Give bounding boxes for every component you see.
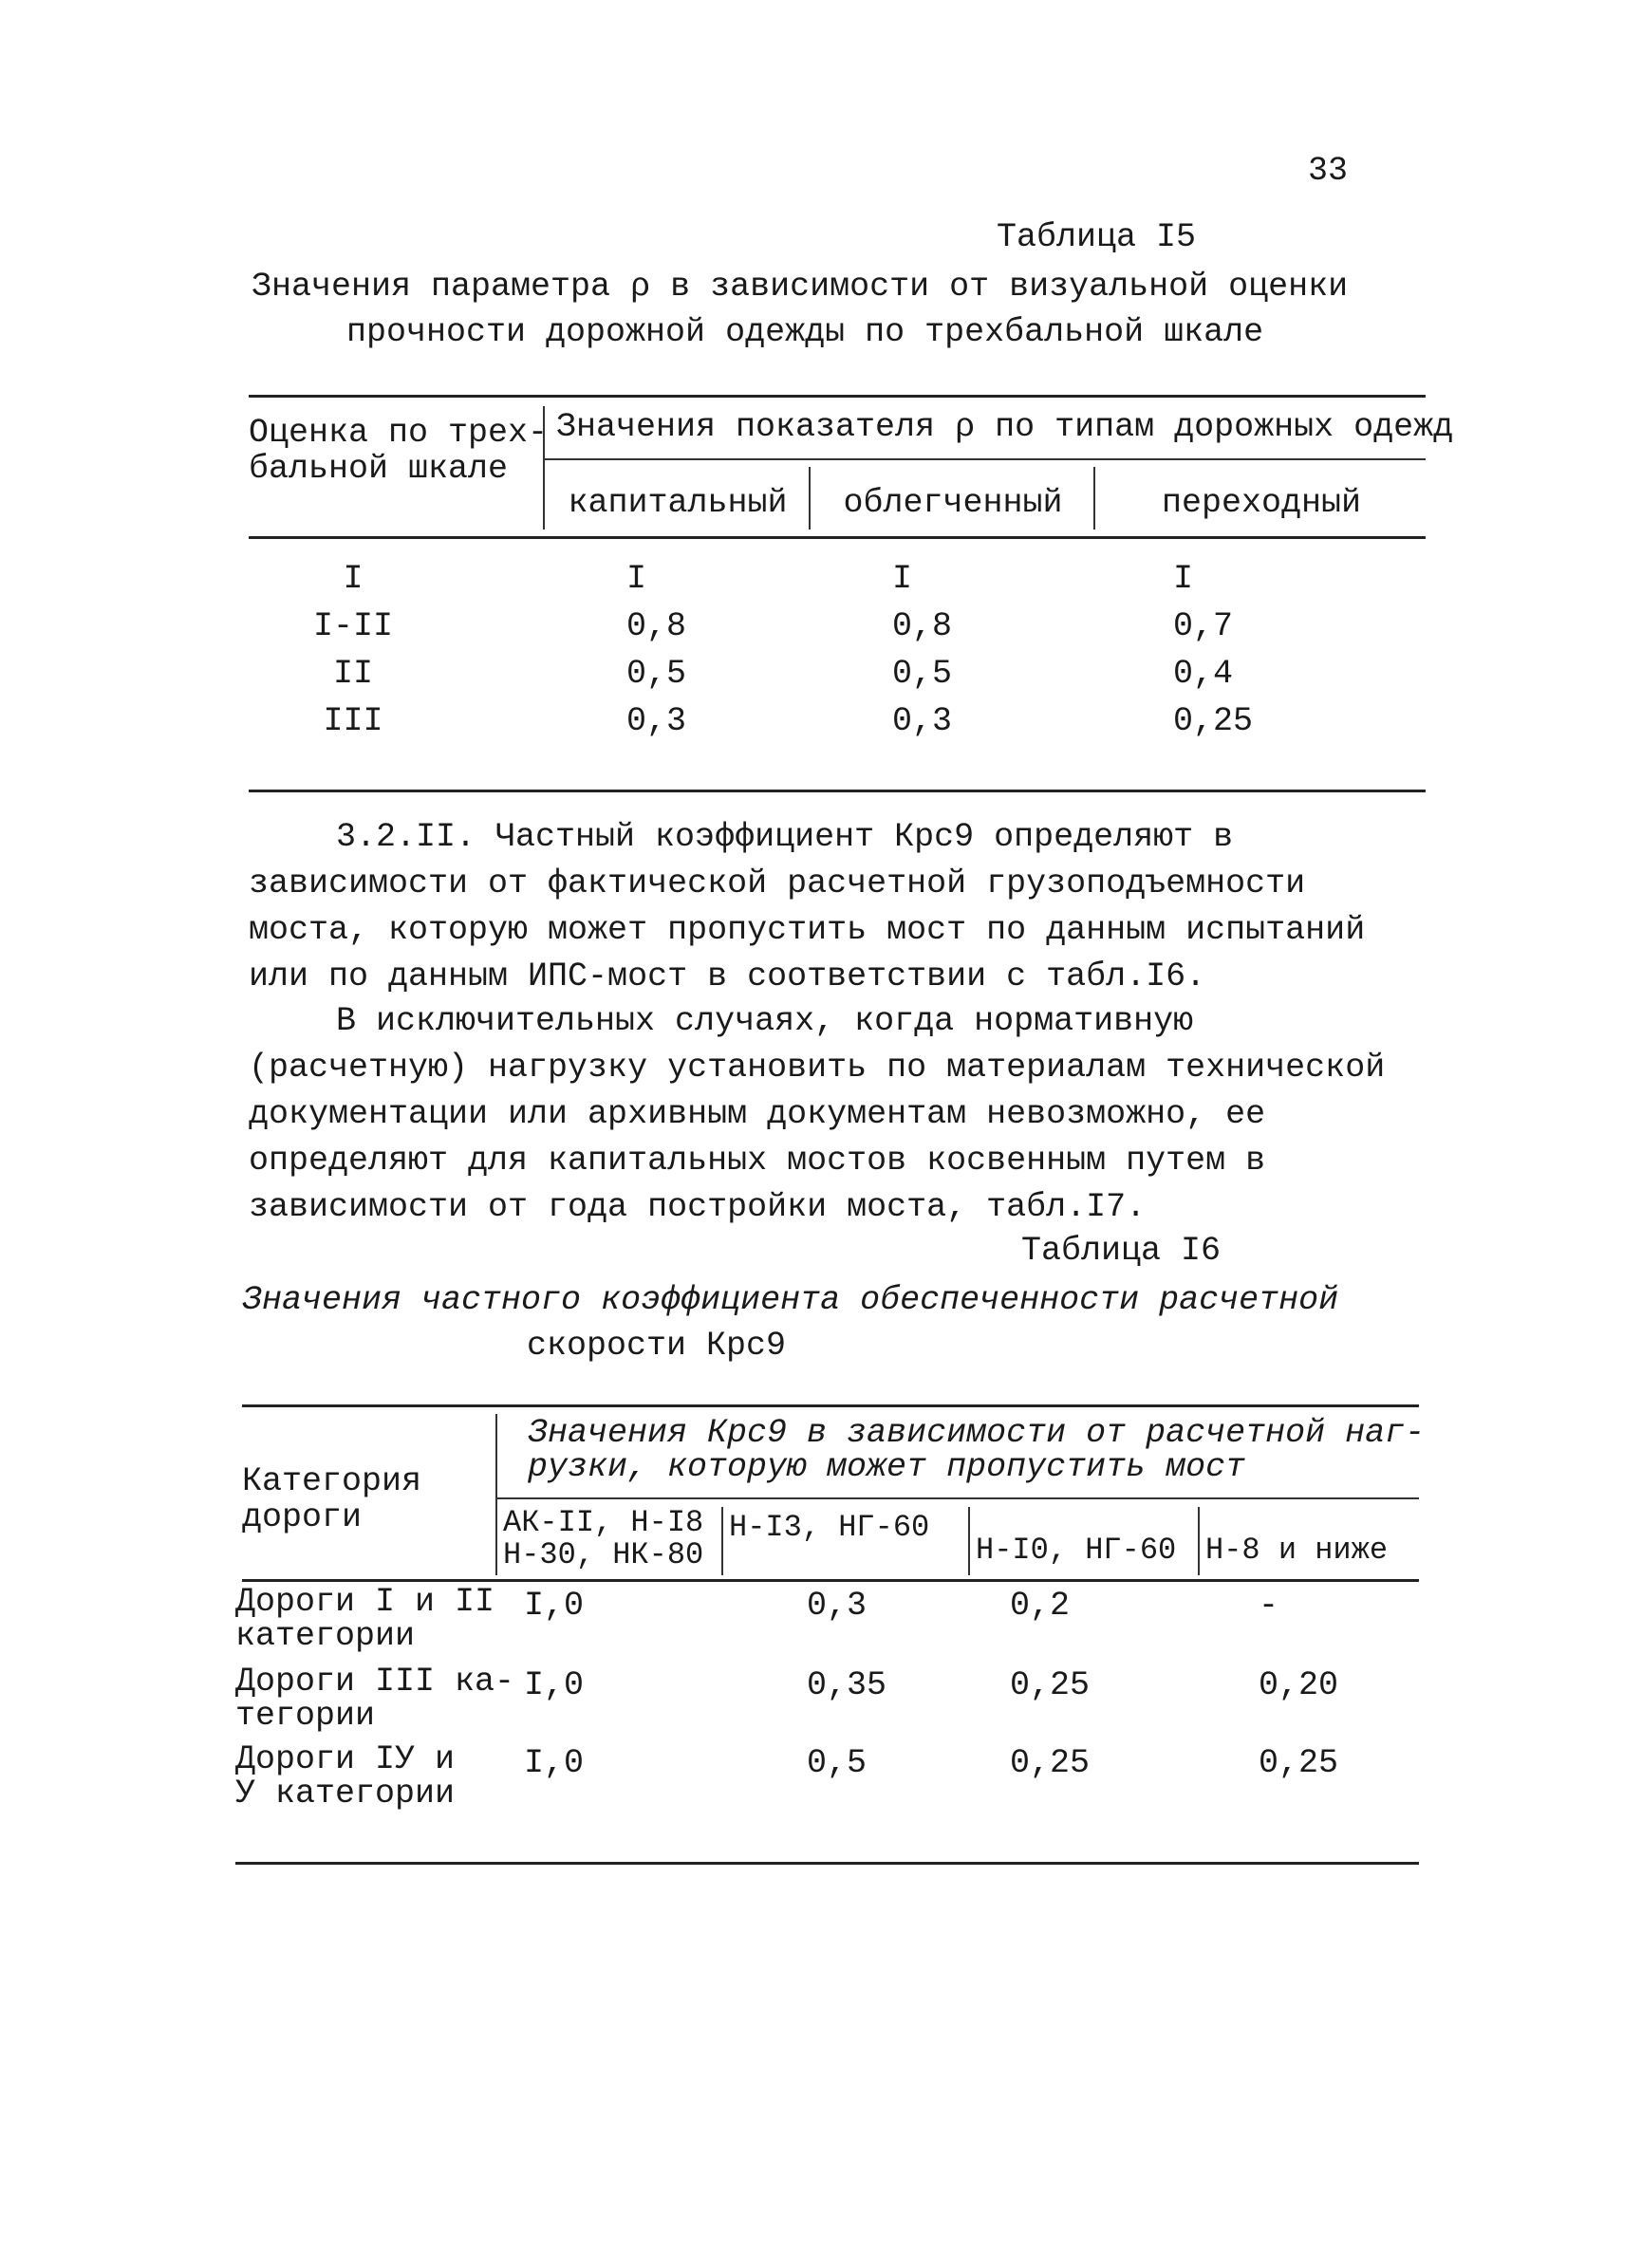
paragraph-exceptional-cases — [249, 998, 1426, 1231]
table16-subheader-h13: Н-I3, НГ-60 — [729, 1510, 930, 1545]
table15-caption-line1: Значения параметра ρ в зависимости от визуальной оценки — [252, 268, 1349, 306]
table15-cell: 0,5 — [892, 655, 953, 693]
table16-cell: 0,5 — [807, 1744, 868, 1782]
table15-row-rating: II — [332, 655, 373, 693]
table16-row-category: Дороги IУ и У категории — [235, 1740, 456, 1813]
table15-row-rating: I — [343, 560, 364, 598]
table15-bottom-rule — [249, 790, 1426, 792]
table16-subcol-divider-1 — [721, 1507, 723, 1575]
table15-cell: 0,8 — [626, 607, 687, 645]
table15-subcol-divider-1 — [809, 467, 811, 530]
table15-cell: 0,8 — [892, 607, 953, 645]
table15-subheader-capital: капитальный — [568, 484, 788, 522]
table15-cell: 0,5 — [626, 655, 687, 693]
table16-label: Таблица I6 — [1021, 1232, 1222, 1270]
table15-cell: 0,25 — [1173, 702, 1254, 740]
table15-cell: I — [1173, 560, 1194, 598]
table16-cell: I,0 — [524, 1587, 585, 1625]
table15-cell: 0,4 — [1173, 655, 1234, 693]
paragraph-3-2-11 — [249, 814, 1426, 1000]
table16-subheader-ak11: АК-II, Н-I8 Н-30, НК-80 — [503, 1505, 704, 1572]
table16-subcol-divider-2 — [968, 1507, 970, 1575]
table15-label: Таблица I5 — [997, 218, 1197, 256]
table16-bottom-rule — [235, 1862, 1419, 1865]
table15-cell: I — [892, 560, 913, 598]
table16-col-category-header: Категория дороги — [242, 1462, 422, 1536]
table16-subheader-h10: Н-I0, НГ-60 — [976, 1533, 1177, 1568]
table16-col-group-header: Значения Крс9 в зависимости от расчетной наг- рузки, которую может пропустить мост — [528, 1414, 1426, 1486]
table16-col-divider — [495, 1414, 497, 1575]
table15-row-rating: I-II — [312, 607, 393, 645]
paragraph-text: В исключительных случаях, когда нормативную (расчетную) нагрузку установить по материалам технической документации или архивным документам невозможно, ее определяют для капитальных мостов косвенным путем в зависимости от года постройки моста, табл.I7. — [249, 1002, 1386, 1226]
table16-top-rule — [242, 1404, 1419, 1407]
paragraph-text: 3.2.II. Частный коэффициент Крс9 определяют в зависимости от фактической расчетной грузоподъемности моста, которую может пропустить мост по данным испытаний или по данным ИПС-мост в соответствии с табл.I6. — [249, 818, 1366, 995]
table16-cell: - — [1259, 1587, 1279, 1625]
table15-row-rating: III — [323, 702, 383, 740]
table16-cell: 0,25 — [1259, 1744, 1339, 1782]
table16-row-category: Дороги I и II категории — [235, 1583, 495, 1655]
table15-col-group-header: Значения показателя ρ по типам дорожных одежд — [556, 408, 1454, 446]
table16-cell: 0,25 — [1010, 1744, 1091, 1782]
table16-cell: 0,20 — [1259, 1666, 1339, 1704]
table16-cell: 0,2 — [1010, 1587, 1071, 1625]
table16-cell: 0,3 — [807, 1587, 868, 1625]
table15-header-rule — [249, 536, 1426, 539]
table15-cell: 0,3 — [626, 702, 687, 740]
table15-subcol-divider-2 — [1093, 467, 1095, 530]
table16-header-rule — [242, 1579, 1419, 1582]
table16-cell: 0,35 — [807, 1666, 887, 1704]
table16-row-category: Дороги III ка- тегории — [235, 1663, 515, 1735]
table15-subheader-transitional: переходный — [1161, 484, 1362, 522]
table16-cell: 0,25 — [1010, 1666, 1091, 1704]
table15-cell: 0,7 — [1173, 607, 1234, 645]
table15-caption-line2: прочности дорожной одежды по трехбальной шкале — [346, 313, 1264, 351]
table16-group-rule — [497, 1497, 1419, 1499]
table15-cell: 0,3 — [892, 702, 953, 740]
table15-top-rule — [249, 395, 1426, 398]
table16-subcol-divider-3 — [1198, 1507, 1200, 1575]
table16-caption-line1: Значения частного коэффициента обеспеченности расчетной — [242, 1281, 1339, 1319]
table16-cell: I,0 — [524, 1666, 585, 1704]
page-number: 33 — [1308, 152, 1349, 190]
table15-col-rating-header: Оценка по трех- бальной шкале — [249, 414, 549, 488]
table15-group-rule — [545, 458, 1426, 460]
table16-cell: I,0 — [524, 1744, 585, 1782]
table16-subheader-h8: Н-8 и ниже — [1205, 1533, 1389, 1568]
table15-cell: I — [626, 560, 647, 598]
table16-caption-line2: скорости Крс9 — [527, 1327, 787, 1365]
table15-subheader-lightweight: облегченный — [843, 484, 1063, 522]
